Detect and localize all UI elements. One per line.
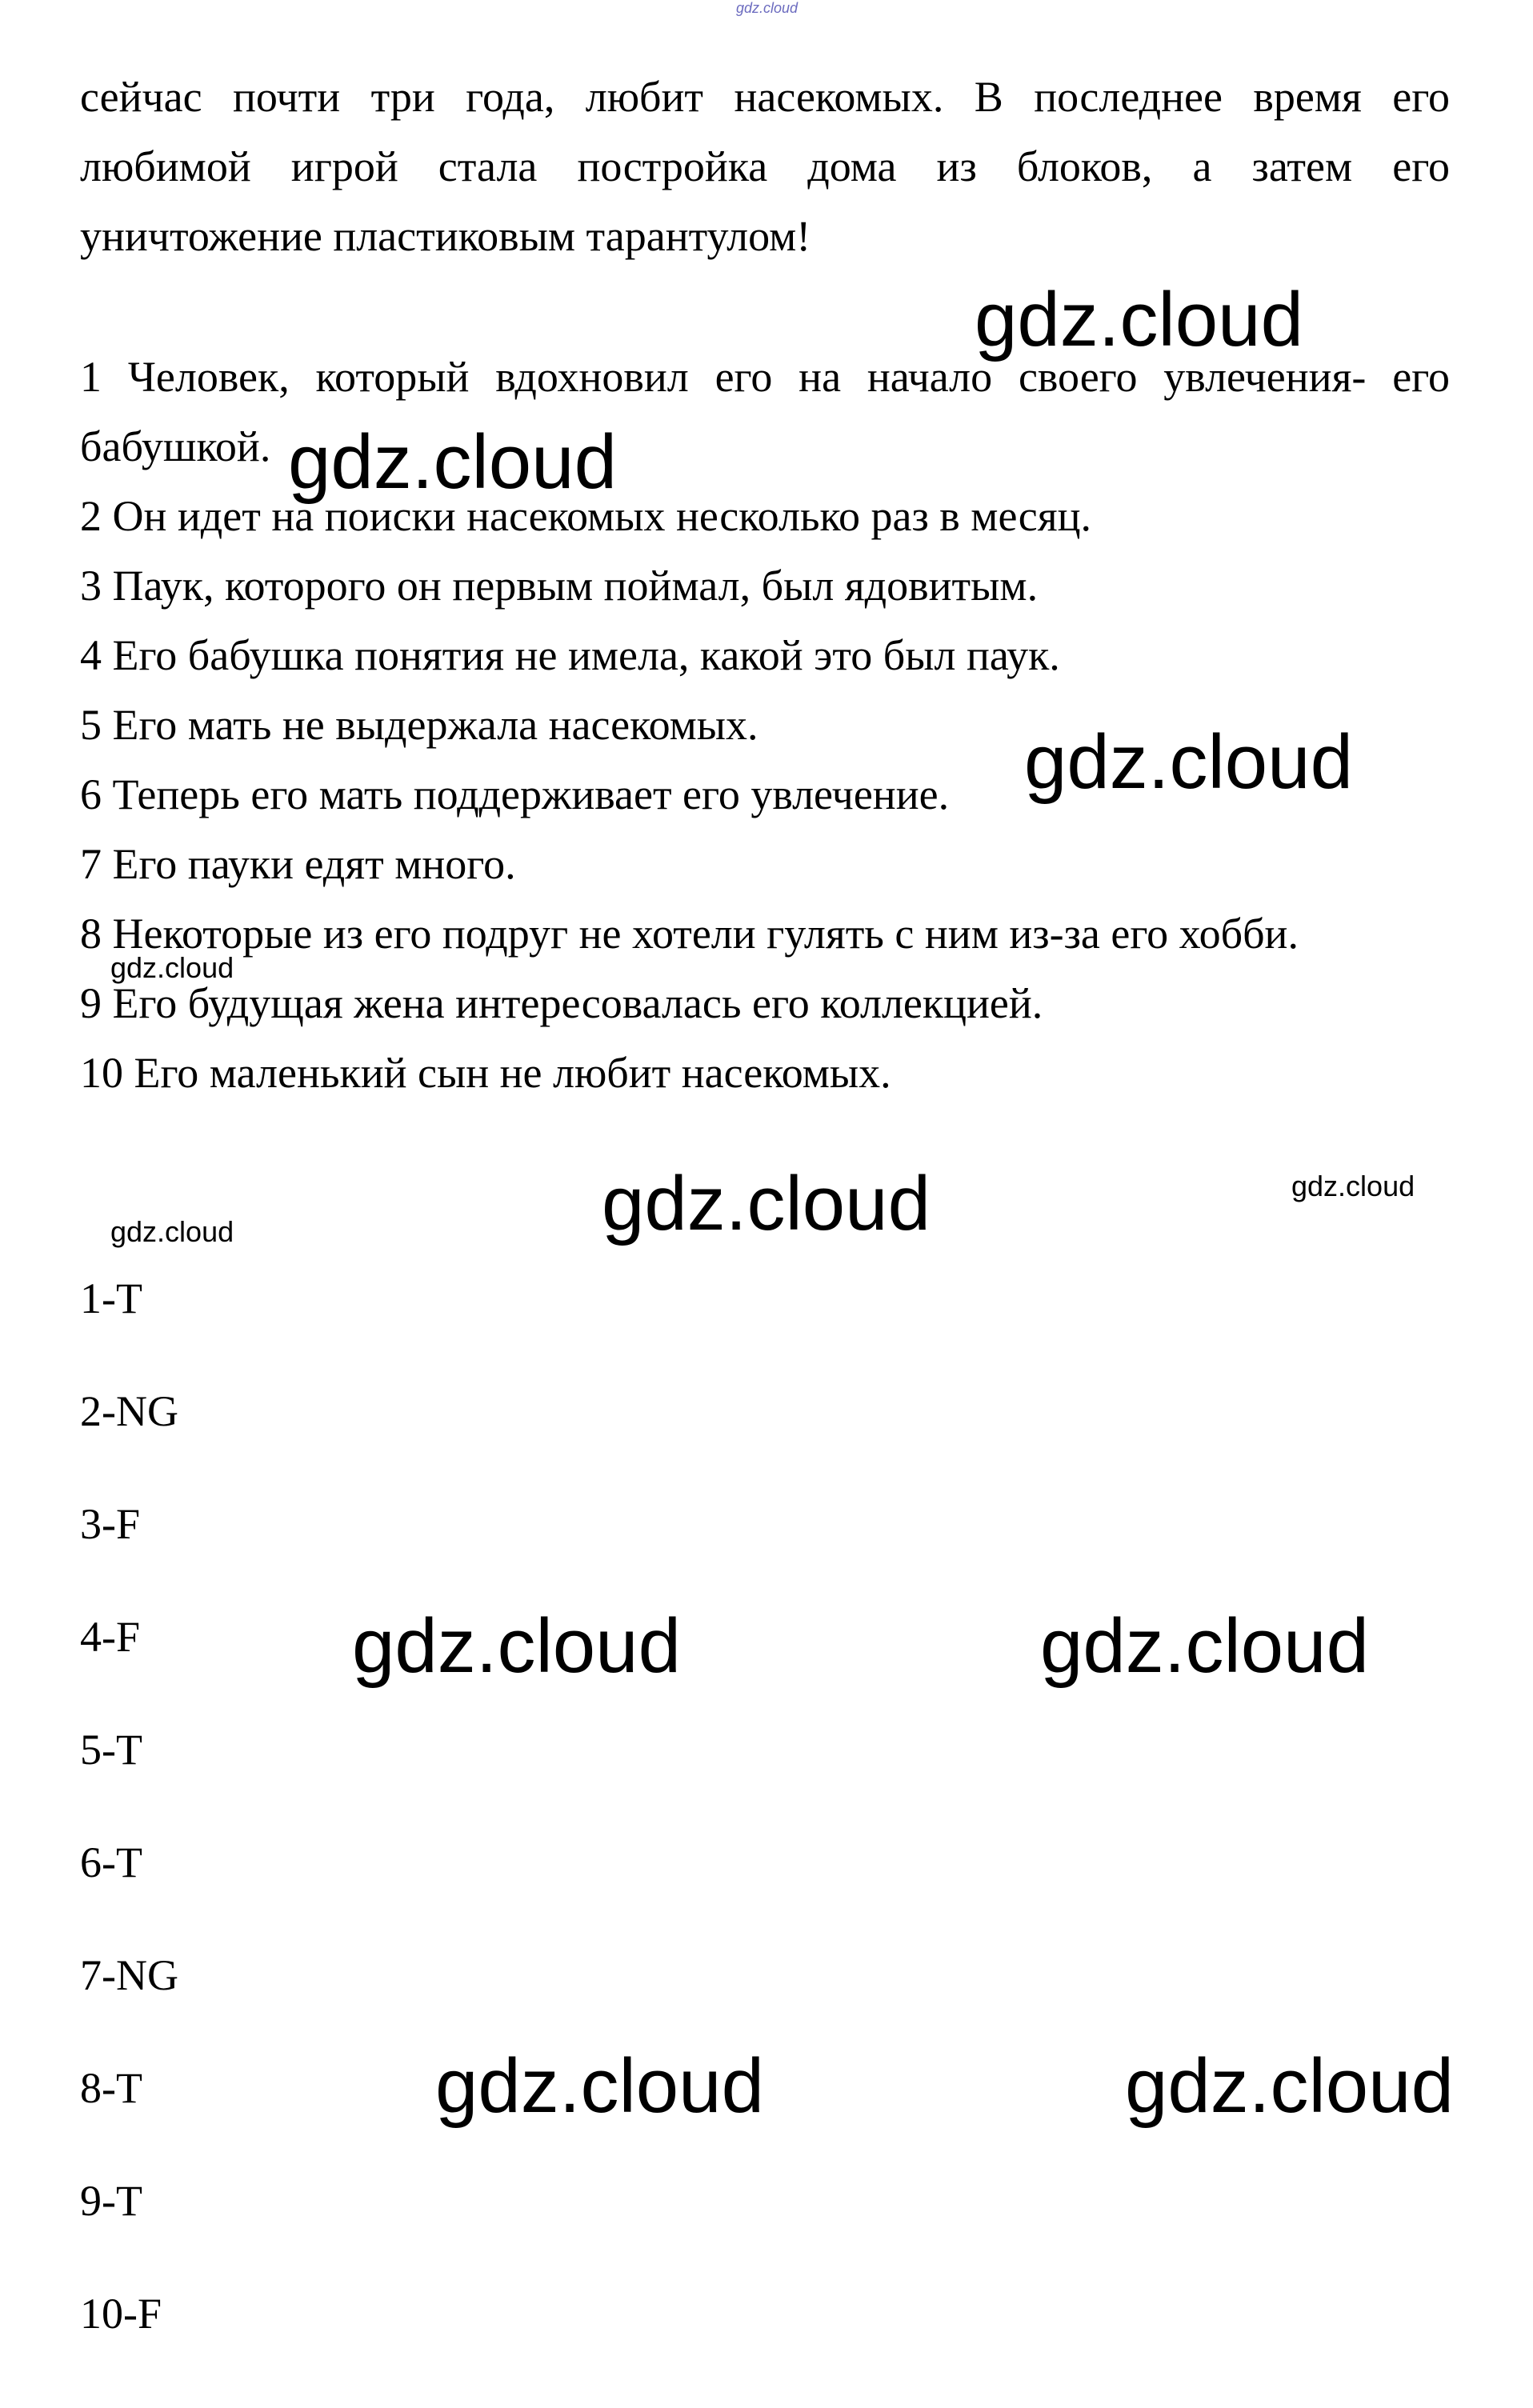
statement-2: 2 Он идет на поиски насекомых несколько раз в месяц. xyxy=(80,492,1091,540)
statement-10: 10 Его маленький сын не любит насекомых. xyxy=(80,1049,891,1097)
watermark: gdz.cloud xyxy=(110,1215,234,1248)
answer-6: 6-T xyxy=(80,1838,142,1886)
answer-3: 3-F xyxy=(80,1500,141,1548)
statement-3: 3 Паук, которого он первым поймал, был ядовитым. xyxy=(80,562,1039,610)
statement-6: 6 Теперь его мать поддерживает его увлечение. xyxy=(80,770,950,818)
watermark: gdz.cloud xyxy=(435,2043,764,2129)
statement-8: 8 Некоторые из его подруг не хотели гулять с ним из-за его хобби. xyxy=(80,910,1299,958)
answer-1: 1-T xyxy=(80,1274,142,1322)
answer-8: 8-T xyxy=(80,2064,142,2112)
watermark: gdz.cloud xyxy=(1125,2043,1454,2129)
statement-1 xyxy=(80,342,1450,482)
intro-paragraph xyxy=(80,62,1450,271)
statement-7: 7 Его пауки едят много. xyxy=(80,840,516,888)
watermark: gdz.cloud xyxy=(1291,1170,1415,1202)
watermark: gdz.cloud xyxy=(352,1603,681,1689)
intro-line: уничтожение пластиковым тарантулом! xyxy=(80,212,811,260)
answer-4: 4-F xyxy=(80,1613,141,1661)
statement-9: 9 Его будущая жена интересовалась его коллекцией. xyxy=(80,979,1043,1027)
answer-9: 9-T xyxy=(80,2177,142,2225)
answer-2: 2-NG xyxy=(80,1387,178,1435)
watermark: gdz.cloud xyxy=(288,419,617,505)
answer-7: 7-NG xyxy=(80,1951,178,1999)
watermark: gdz.cloud xyxy=(602,1161,931,1246)
header-watermark: gdz.cloud xyxy=(736,0,799,16)
statement-line: бабушкой. xyxy=(80,422,271,470)
watermark: gdz.cloud xyxy=(110,951,234,984)
watermark: gdz.cloud xyxy=(975,277,1303,362)
answer-5: 5-T xyxy=(80,1726,142,1774)
statement-5: 5 Его мать не выдержала насекомых. xyxy=(80,701,758,749)
intro-line: любимой игрой стала постройка дома из блоков, а затем его xyxy=(80,142,1450,190)
answer-10: 10-F xyxy=(80,2290,162,2338)
intro-line: сейчас почти три года, любит насекомых. В последнее время его xyxy=(80,73,1450,121)
watermark: gdz.cloud xyxy=(1024,719,1353,805)
statement-4: 4 Его бабушка понятия не имела, какой это был паук. xyxy=(80,631,1060,679)
statement-line: 1 Человек, который вдохновил его на начало своего увлечения- его xyxy=(80,353,1450,401)
watermark: gdz.cloud xyxy=(1040,1603,1369,1689)
